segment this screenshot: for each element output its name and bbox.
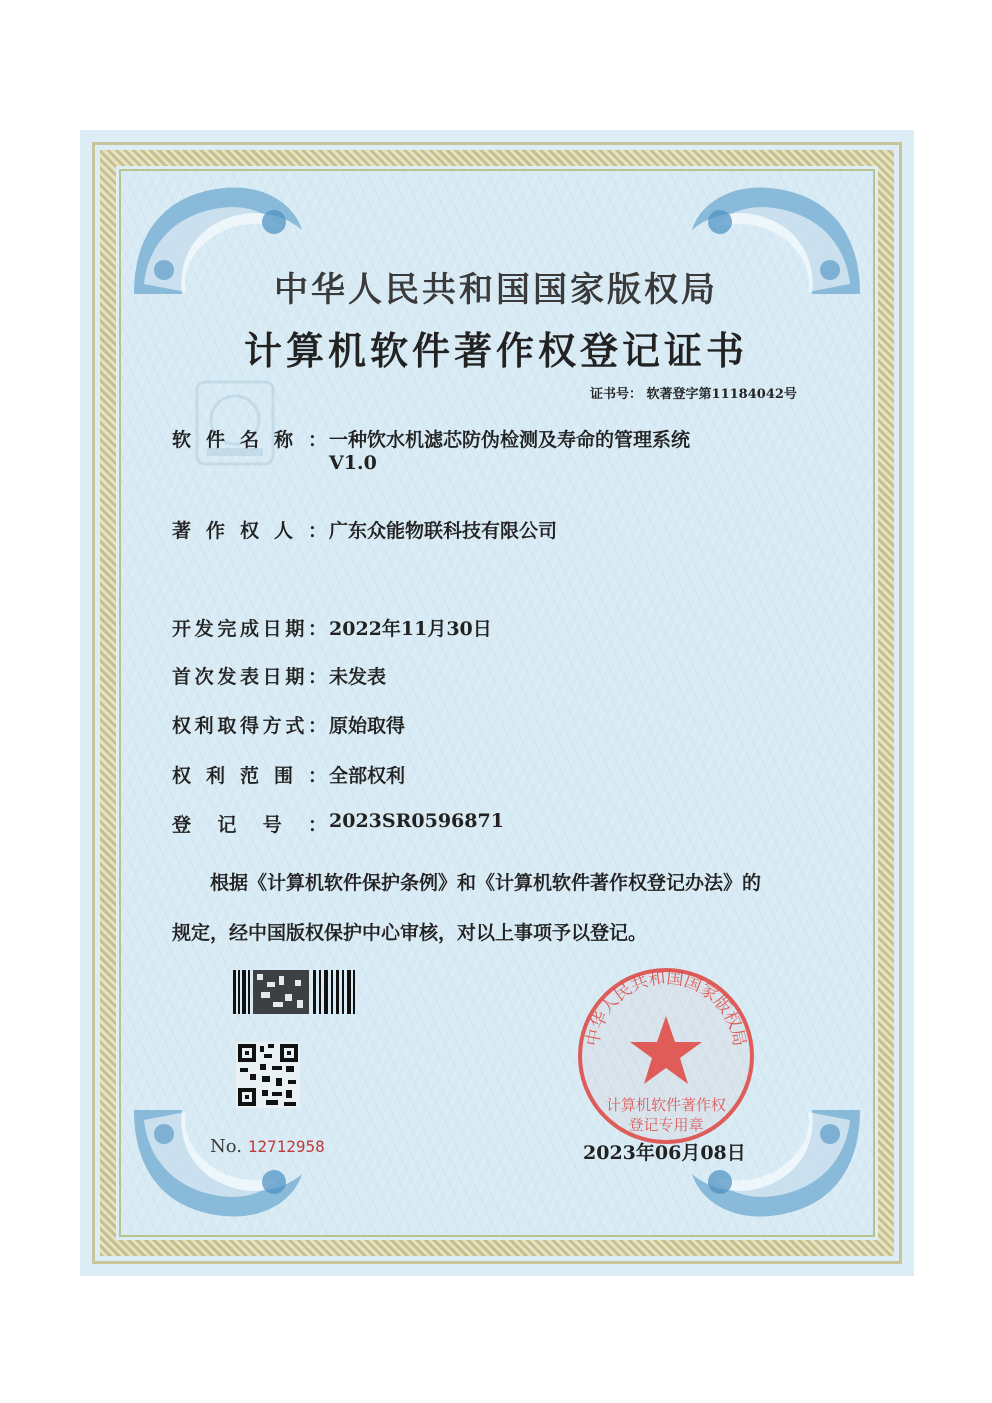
qr-code-icon bbox=[236, 1042, 300, 1108]
field-value: 未发表 bbox=[329, 666, 387, 688]
field-label: 权利取得方式： bbox=[172, 715, 327, 737]
certificate-number-value: 软著登字第11184042号 bbox=[646, 387, 797, 402]
certificate-title: 计算机软件著作权登记证书 bbox=[243, 328, 748, 373]
issue-date: 2023年06月08日 bbox=[583, 1142, 746, 1164]
software-version-value: V1.0 bbox=[329, 452, 377, 474]
seal-outer-text: 中华人民共和国国家版权局 bbox=[582, 968, 750, 1048]
field-software-name bbox=[172, 425, 690, 474]
field-value: 2022年11月30日 bbox=[329, 618, 492, 640]
field-value: 2023SR0596871 bbox=[329, 810, 504, 832]
statement-line-1: 根据《计算机软件保护条例》和《计算机软件著作权登记办法》的 bbox=[210, 872, 762, 894]
field-label: 首次发表日期： bbox=[172, 666, 327, 688]
field-value bbox=[329, 425, 690, 474]
certificate-number-label: 证书号： bbox=[590, 387, 643, 402]
field-value: 原始取得 bbox=[329, 715, 406, 737]
field-label: 软件名称： bbox=[172, 429, 327, 451]
field-first-publish-date bbox=[172, 662, 386, 689]
serial-value: 12712958 bbox=[247, 1137, 325, 1156]
field-label: 权利范围： bbox=[172, 765, 327, 787]
barcode-icon bbox=[233, 970, 355, 1014]
field-copyright-owner bbox=[172, 516, 557, 543]
field-value: 全部权利 bbox=[329, 765, 406, 787]
field-acquisition-method bbox=[172, 711, 405, 738]
seal-line-1: 计算机软件著作权 bbox=[605, 1096, 727, 1114]
official-seal-stamp-icon bbox=[574, 964, 758, 1148]
serial-prefix: No. bbox=[210, 1136, 242, 1157]
seal-line-2: 登记专用章 bbox=[628, 1116, 704, 1134]
serial-number bbox=[210, 1136, 325, 1157]
statement-line-2: 规定，经中国版权保护中心审核，对以上事项予以登记。 bbox=[172, 922, 648, 944]
field-label: 登记号： bbox=[172, 814, 327, 836]
software-name-value: 一种饮水机滤芯防伪检测及寿命的管理系统 bbox=[329, 429, 691, 451]
corner-ornament-bottom-left bbox=[124, 1100, 314, 1230]
field-value: 广东众能物联科技有限公司 bbox=[329, 520, 558, 542]
field-rights-scope bbox=[172, 761, 405, 788]
field-label: 开发完成日期： bbox=[172, 618, 327, 640]
issuing-authority: 中华人民共和国国家版权局 bbox=[274, 270, 718, 310]
field-registration-number bbox=[172, 810, 504, 837]
field-completion-date bbox=[172, 614, 492, 641]
certificate-number bbox=[590, 383, 797, 402]
field-label: 著作权人： bbox=[172, 520, 327, 542]
